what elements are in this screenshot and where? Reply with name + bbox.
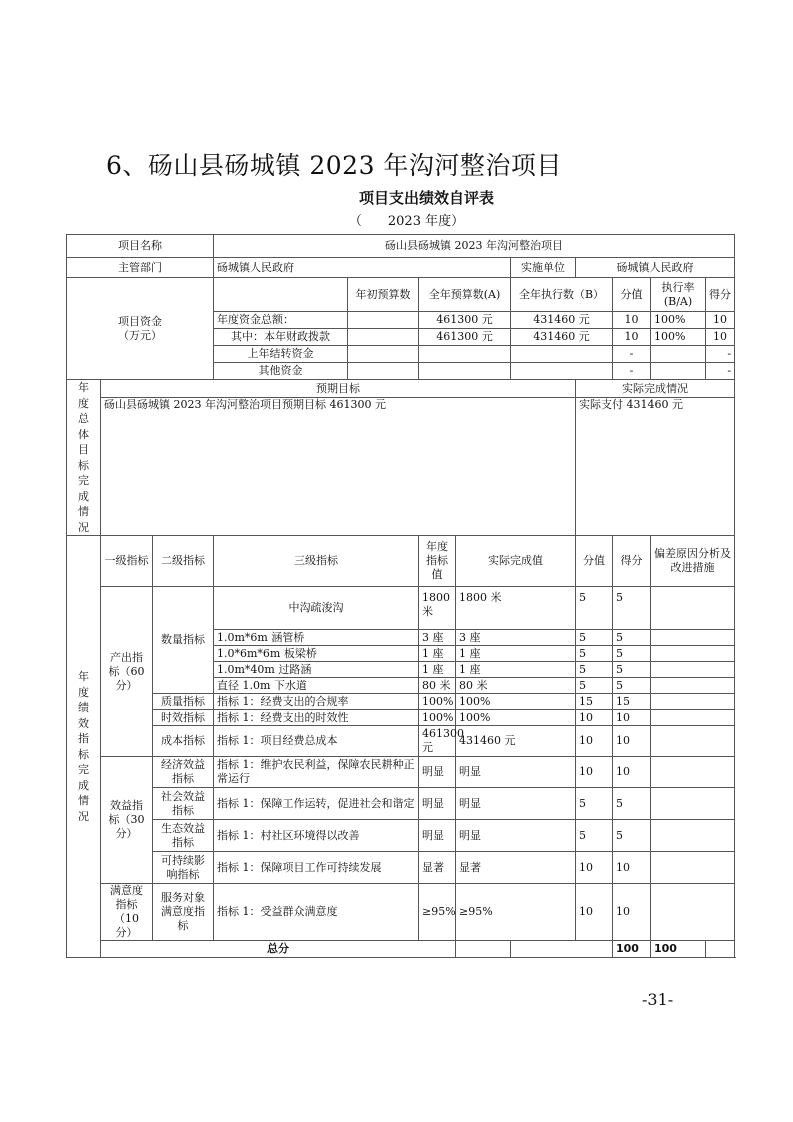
- deviation: [651, 820, 735, 852]
- actual-value: 80 米: [456, 678, 576, 694]
- funds-row-rate: 100%: [651, 329, 706, 346]
- score-value: 10: [576, 757, 613, 788]
- l3-label: 1.0m*6m 涵管桥: [214, 630, 419, 646]
- actual-value: 1 座: [456, 646, 576, 662]
- actual-value: 明显: [456, 788, 576, 820]
- score-value: 10: [576, 726, 613, 757]
- funds-row-exec: [511, 363, 613, 380]
- target-value: 100%: [419, 710, 456, 726]
- project-name-value: 砀山县砀城镇 2023 年沟河整治项目: [214, 235, 735, 258]
- indicator-row: [67, 726, 735, 757]
- group-output: 产出指标（60 分）: [101, 587, 153, 757]
- target-value: 显著: [419, 852, 456, 884]
- score-value: 5: [576, 587, 613, 630]
- implementing-unit-label: 实施单位: [511, 258, 576, 278]
- funds-row-budget: [419, 346, 511, 363]
- total-actual-blank: [511, 941, 613, 958]
- funds-row-rate: [651, 363, 706, 380]
- deviation: [651, 884, 735, 941]
- funds-row-score: 10: [706, 312, 735, 329]
- deviation: [651, 726, 735, 757]
- deviation: [651, 630, 735, 646]
- deviation: [651, 662, 735, 678]
- group-benefit: 效益指标（30 分）: [101, 757, 153, 884]
- actual-result-header: 实际完成情况: [576, 380, 735, 398]
- indicator-row: [67, 884, 735, 941]
- score-value: 10: [576, 884, 613, 941]
- l3-label: 指标 1：保障工作运转，促进社会和谐定: [214, 788, 419, 820]
- score-value: 15: [576, 694, 613, 710]
- score-value: 5: [576, 678, 613, 694]
- score-value: 5: [576, 820, 613, 852]
- score: 5: [613, 662, 651, 678]
- l2-timeliness: 时效指标: [153, 710, 214, 726]
- score: 10: [613, 884, 651, 941]
- target-value: ≥95%: [419, 884, 456, 941]
- indicator-row: [67, 757, 735, 788]
- funds-header-row: [67, 278, 735, 312]
- funds-row-score: 10: [706, 329, 735, 346]
- l2-cost: 成本指标: [153, 726, 214, 757]
- l3-label: 1.0m*40m 过路涵: [214, 662, 419, 678]
- l3-label: 中沟疏浚沟: [214, 587, 419, 630]
- target-value: 3 座: [419, 630, 456, 646]
- score: 15: [613, 694, 651, 710]
- funds-row-budget: [419, 363, 511, 380]
- l3-label: 指标 1：受益群众满意度: [214, 884, 419, 941]
- total-row: [67, 941, 735, 958]
- l2-economic: 经济效益指标: [153, 757, 214, 788]
- l2-quantity: 数量指标: [153, 587, 214, 694]
- score: 5: [613, 820, 651, 852]
- department-label: 主管部门: [67, 258, 214, 278]
- indicator-row: [67, 710, 735, 726]
- funds-row-label: 其他资金: [214, 363, 348, 380]
- header-score: 得分: [613, 536, 651, 587]
- l2-quality: 质量指标: [153, 694, 214, 710]
- l3-label: 指标 1：经费支出的合规率: [214, 694, 419, 710]
- document-heading: 6、砀山县砀城镇 2023 年沟河整治项目: [106, 151, 562, 180]
- group-satisfaction: 满意度指标（10 分）: [101, 884, 153, 941]
- target-value: 明显: [419, 788, 456, 820]
- funds-header-blank: [214, 278, 348, 312]
- funds-row-score: -: [706, 363, 735, 380]
- funds-row-label: 上年结转资金: [214, 346, 348, 363]
- deviation: [651, 646, 735, 662]
- deviation: [651, 678, 735, 694]
- header-deviation: 偏差原因分析及改进措施: [651, 536, 735, 587]
- goals-content-row: [67, 398, 735, 536]
- funds-row-exec: 431460 元: [511, 312, 613, 329]
- indicator-row: [67, 820, 735, 852]
- department-row: [67, 258, 735, 278]
- indicator-row: [67, 852, 735, 884]
- funds-row-value: -: [613, 346, 651, 363]
- header-level3: 三级指标: [214, 536, 419, 587]
- header-initial-budget: 年初预算数: [348, 278, 419, 312]
- header-level1: 一级指标: [101, 536, 153, 587]
- l2-ecological: 生态效益指标: [153, 820, 214, 852]
- header-target: 年度指标值: [419, 536, 456, 587]
- actual-value: 显著: [456, 852, 576, 884]
- implementing-unit-value: 砀城镇人民政府: [576, 258, 735, 278]
- deviation: [651, 694, 735, 710]
- l3-label: 指标 1：保障项目工作可持续发展: [214, 852, 419, 884]
- department-value: 砀城镇人民政府: [214, 258, 511, 278]
- funds-label: [67, 278, 214, 380]
- total-value: 100: [613, 941, 651, 958]
- actual-value: 明显: [456, 757, 576, 788]
- actual-value: 431460 元: [456, 726, 576, 757]
- score-value: 5: [576, 788, 613, 820]
- l3-label: 指标 1：项目经费总成本: [214, 726, 419, 757]
- header-score-value: 分值: [613, 278, 651, 312]
- indicator-row: [67, 788, 735, 820]
- actual-value: 明显: [456, 820, 576, 852]
- score: 5: [613, 678, 651, 694]
- deviation: [651, 788, 735, 820]
- indicators-side-label: [67, 536, 101, 958]
- target-value: 1 座: [419, 646, 456, 662]
- funds-row-rate: [651, 346, 706, 363]
- funds-row-value: 10: [613, 312, 651, 329]
- score-value: 5: [576, 662, 613, 678]
- score: 5: [613, 646, 651, 662]
- indicator-row: [67, 587, 735, 630]
- indicator-row: [67, 694, 735, 710]
- deviation: [651, 710, 735, 726]
- total-score: 100: [651, 941, 706, 958]
- score: 10: [613, 757, 651, 788]
- funds-row-exec: 431460 元: [511, 329, 613, 346]
- header-level2: 二级指标: [153, 536, 214, 587]
- total-target-blank: [456, 941, 511, 958]
- expected-goal-header: 预期目标: [101, 380, 576, 398]
- header-annual-exec: 全年执行数（B）: [511, 278, 613, 312]
- target-value: 明显: [419, 820, 456, 852]
- actual-value: 100%: [456, 694, 576, 710]
- funds-unit-text: （万元）: [118, 328, 162, 342]
- funds-row-rate: 100%: [651, 312, 706, 329]
- target-value: 1800 米: [419, 587, 456, 630]
- deviation: [651, 852, 735, 884]
- l2-social: 社会效益指标: [153, 788, 214, 820]
- goals-side-label: [67, 380, 101, 536]
- funds-row-initial: [348, 312, 419, 329]
- page-number: -31-: [642, 990, 674, 1009]
- total-deviation-blank: [706, 941, 735, 958]
- target-value: 1 座: [419, 662, 456, 678]
- goals-side-label-text: 年 度 总 体 目 标 完 成 情 况: [78, 381, 89, 534]
- funds-row-initial: [348, 346, 419, 363]
- funds-row-score: -: [706, 346, 735, 363]
- score: 5: [613, 788, 651, 820]
- l3-label: 指标 1：村社区环境得以改善: [214, 820, 419, 852]
- score-value: 5: [576, 646, 613, 662]
- funds-row-label: 年度资金总额：: [214, 312, 348, 329]
- funds-row-value: -: [613, 363, 651, 380]
- actual-value: 3 座: [456, 630, 576, 646]
- score: 10: [613, 710, 651, 726]
- l3-label: 1.0*6m*6m 板梁桥: [214, 646, 419, 662]
- form-title: 项目支出绩效自评表: [358, 189, 494, 207]
- actual-value: 100%: [456, 710, 576, 726]
- funds-row-initial: [348, 329, 419, 346]
- score: 5: [613, 587, 651, 630]
- l2-service-satisfaction: 服务对象满意度指标: [153, 884, 214, 941]
- l3-label: 直径 1.0m 下水道: [214, 678, 419, 694]
- actual-value: ≥95%: [456, 884, 576, 941]
- l3-label: 指标 1：经费支出的时效性: [214, 710, 419, 726]
- project-name-label: 项目名称: [67, 235, 214, 258]
- score-value: 10: [576, 852, 613, 884]
- goals-header-row: [67, 380, 735, 398]
- deviation: [651, 757, 735, 788]
- header-annual-budget: 全年预算数(A): [419, 278, 511, 312]
- header-actual: 实际完成值: [456, 536, 576, 587]
- funds-row-label: 其中：本年财政拨款: [214, 329, 348, 346]
- funds-row-initial: [348, 363, 419, 380]
- target-value: 明显: [419, 757, 456, 788]
- l3-label: 指标 1：维护农民利益，保障农民耕种正常运行: [214, 757, 419, 788]
- actual-result-text: 实际支付 431460 元: [576, 398, 735, 536]
- total-label: 总分: [101, 941, 456, 958]
- funds-row-budget: 461300 元: [419, 329, 511, 346]
- l2-sustainable: 可持续影响指标: [153, 852, 214, 884]
- funds-label-text: 项目资金: [118, 314, 162, 328]
- score: 5: [613, 630, 651, 646]
- actual-value: 1 座: [456, 662, 576, 678]
- indicators-header-row: [67, 536, 735, 587]
- project-name-row: [67, 235, 735, 258]
- header-value: 分值: [576, 536, 613, 587]
- funds-row-value: 10: [613, 329, 651, 346]
- target-value: 461300 元: [419, 726, 456, 757]
- fiscal-year: （ 2023 年度）: [348, 214, 465, 229]
- funds-row-exec: [511, 346, 613, 363]
- actual-value: 1800 米: [456, 587, 576, 630]
- header-score: 得分: [706, 278, 735, 312]
- funds-row-budget: 461300 元: [419, 312, 511, 329]
- header-exec-rate: 执行率(B/A): [651, 278, 706, 312]
- score: 10: [613, 726, 651, 757]
- target-value: 100%: [419, 694, 456, 710]
- target-value: 80 米: [419, 678, 456, 694]
- score-value: 10: [576, 710, 613, 726]
- deviation: [651, 587, 735, 630]
- indicators-side-label-text: 年 度 绩 效 指 标 完 成 情 况: [78, 670, 89, 823]
- score: 10: [613, 852, 651, 884]
- expected-goal-text: 砀山县砀城镇 2023 年沟河整治项目预期目标 461300 元: [101, 398, 576, 536]
- score-value: 5: [576, 630, 613, 646]
- performance-evaluation-table: [66, 234, 735, 958]
